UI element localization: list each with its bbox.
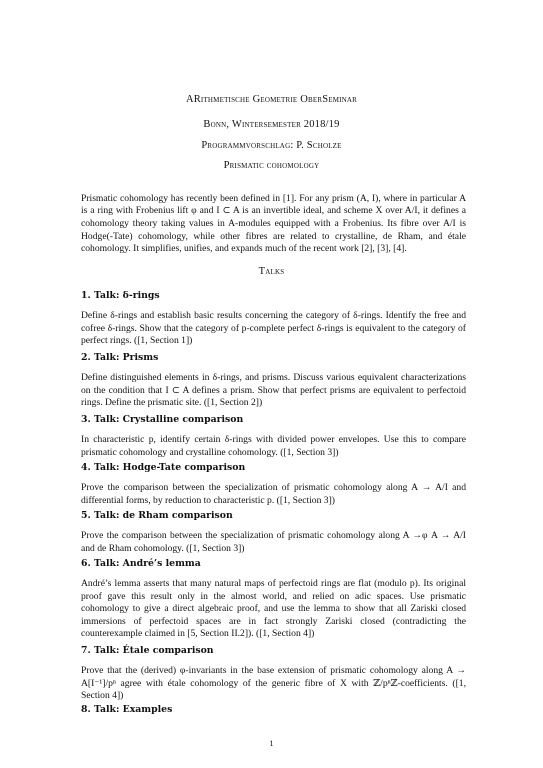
- talk-title: 3. Talk: Crystalline comparison: [81, 414, 244, 425]
- page-number: 1: [269, 738, 274, 748]
- talk-section-7: [81, 645, 466, 703]
- talk-section-5: [81, 510, 466, 555]
- talks-heading: Talks: [258, 266, 285, 277]
- talk-section-8: [81, 704, 466, 716]
- talk-title: 1. Talk: δ-rings: [81, 290, 160, 301]
- talk-description: Define δ-rings and establish basic results concerning the category of δ-rings. Identify the free and cofree δ-rings. Show that the category of p-complete perfect δ-rings is equivalent to the category of perfect rings. ([1, Section 1]): [81, 310, 466, 347]
- talk-title: 4. Talk: Hodge-Tate comparison: [81, 462, 246, 473]
- seminar-topic: Prismatic cohomology: [223, 160, 320, 171]
- talk-description: Define distinguished elements in δ-rings, and prisms. Discuss various equivalent characterizations on the condition that I ⊂ A defines a prism. Show that perfect prisms are equivalent to perfectoid rings. Define the prismatic site. ([1, Section 2]): [81, 372, 466, 409]
- talk-description: André’s lemma asserts that many natural maps of perfectoid rings are flat (modulo p). Its original proof gave this result only in the almost world, and relied on adic spaces. Use prismatic cohomology to give a direct algebraic proof, and use the lemma to show that all Zariski closed immersions of perfectoid spaces are in fact strongly Zariski closed (contradicting the counterexample claimed in [5, Section II.2]). ([1, Section 4]): [81, 578, 466, 640]
- talk-section-6: [81, 558, 466, 641]
- talk-section-1: [81, 290, 466, 348]
- talk-title: 7. Talk: Étale comparison: [81, 645, 214, 656]
- talk-section-4: [81, 462, 466, 507]
- talk-description: Prove the comparison between the specialization of prismatic cohomology along A → A/I and differential forms, by reduction to characteristic p. ([1, Section 3]): [81, 482, 466, 506]
- talk-description: Prove that the (derived) φ-invariants in the base extension of prismatic cohomology along A → A[I⁻¹]/pⁿ agree with étale cohomology of the generic fibre of X with ℤ/pⁿℤ-coefficients. ([1, Section 4]): [81, 665, 466, 702]
- seminar-title: ARithmetische Geometrie OberSeminar: [185, 94, 358, 105]
- talk-title: 2. Talk: Prisms: [81, 352, 159, 363]
- talk-title: 8. Talk: Examples: [81, 704, 173, 715]
- talk-section-2: [81, 352, 466, 410]
- program-proposal: Programmvorschlag: P. Scholze: [201, 140, 342, 151]
- talk-title: 5. Talk: de Rham comparison: [81, 510, 233, 521]
- talk-section-3: [81, 414, 466, 459]
- abstract-paragraph: Prismatic cohomology has recently been defined in [1]. For any prism (A, I), where in particular A is a ring with Frobenius lift φ and I ⊂ A is an invertible ideal, and scheme X over A/I, it defines a cohomology theory taking values in A-modules equipped with a Frobenius. Its fibre over A/I is Hodge(-Tate) cohomology, while other fibres are related to crystalline, de Rham, and étale cohomology. It simplifies, unifies, and expands much of the recent work [2], [3], [4].: [81, 192, 466, 255]
- talk-description: Prove the comparison between the specialization of prismatic cohomology along A →φ A → A/I and de Rham cohomology. ([1, Section 3]): [81, 530, 466, 554]
- seminar-place: Bonn, Wintersemester 2018/19: [203, 119, 340, 130]
- talk-description: In characteristic p, identify certain δ-rings with divided power envelopes. Use this to compare prismatic cohomology and crystalline cohomology. ([1, Section 3]): [81, 434, 466, 458]
- talk-title: 6. Talk: André’s lemma: [81, 558, 201, 569]
